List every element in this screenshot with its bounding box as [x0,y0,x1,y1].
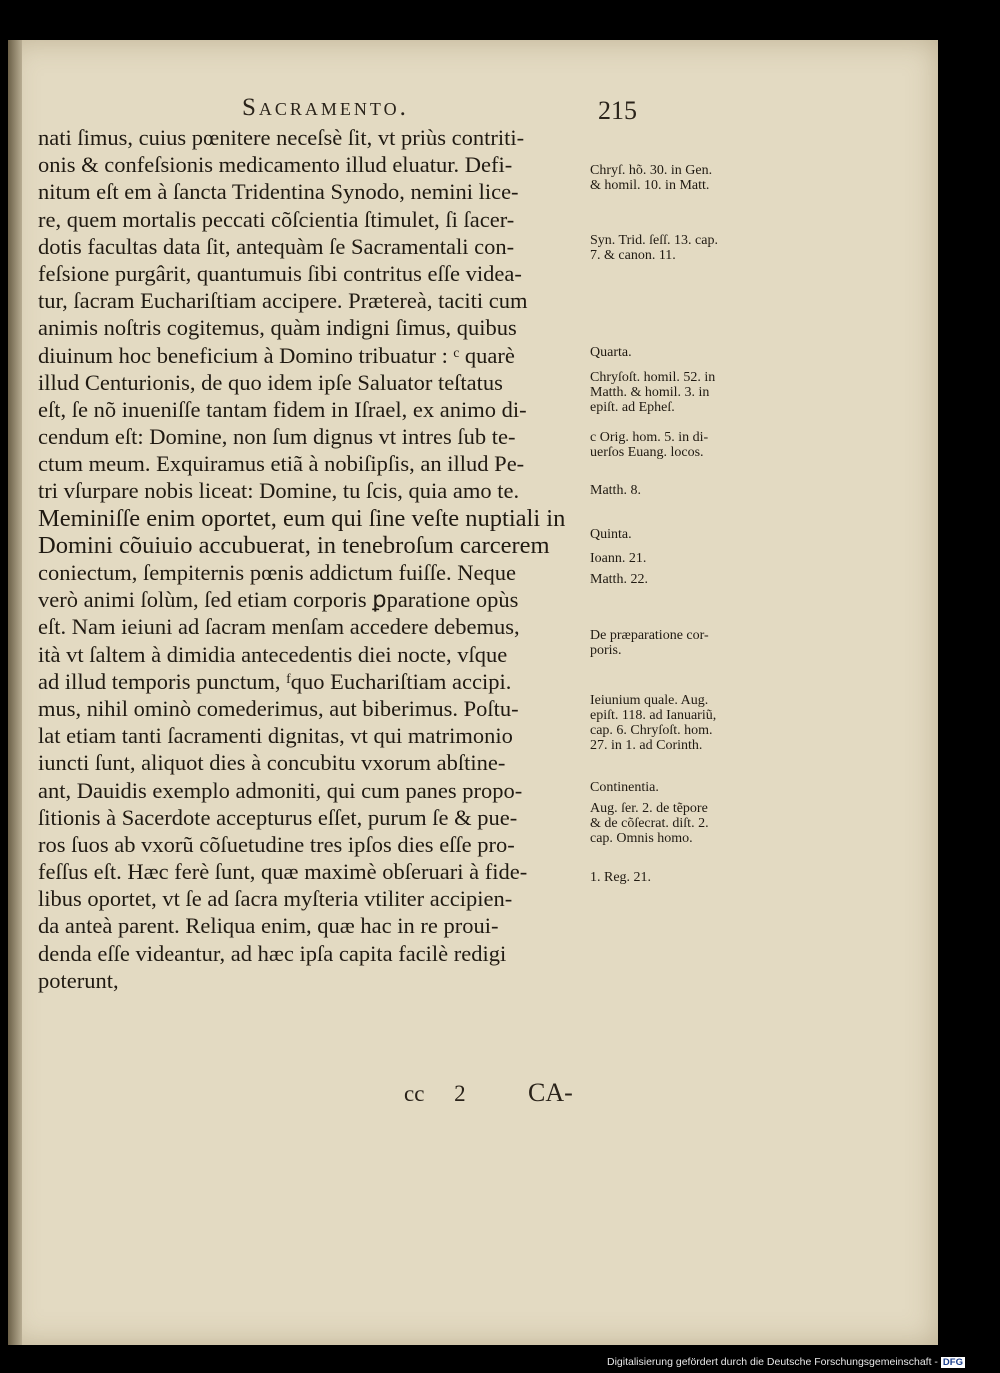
margin-note-line: Matth. 22. [590,572,648,587]
margin-note-line: epiſt. 118. ad Ianuariũ, [590,708,717,723]
text-line: cendum eſt: Domine, non ſum dignus vt intres ſub te- [38,424,516,450]
digitization-footer [607,1356,965,1368]
margin-note-line: Quarta. [590,345,632,360]
text-line: iuncti ſunt, aliquot dies à concubitu vxorum abſtine- [38,750,506,776]
margin-note [590,693,790,753]
text-line: mus, nihil ominò comederimus, aut biberimus. Poſtu- [38,695,519,721]
margin-note-line: Syn. Trid. ſeſſ. 13. cap. [590,233,718,248]
margin-note-line: Matth. 8. [590,483,641,498]
margin-note [590,163,790,193]
page-number: 215 [598,96,637,125]
page-edge [8,40,22,1345]
margin-note-line: Continentia. [590,780,659,795]
margin-note [590,430,790,460]
text-line: tur, ſacram Euchariſtiam accipere. Prætereà, taciti cum [38,288,528,314]
margin-note-line: poris. [590,643,622,658]
main-text-block [38,124,590,994]
margin-note [590,870,790,885]
margin-note-line: Ioann. 21. [590,551,647,566]
text-line: ad illud temporis punctum, ᶠquo Euchariſtiam accipi. [38,668,512,694]
text-line: denda eſſe videantur, ad hæc ipſa capita facilè redigi [38,940,507,966]
text-line: Domini cõuiuio accubuerat, in tenebroſum carcerem [38,531,550,559]
margin-note [590,572,790,587]
text-line: tri vſurpare nobis liceat: Domine, tu ſcis, quia amo te. [38,478,520,504]
margin-note-line: cap. Omnis homo. [590,831,693,846]
text-line: da anteà parent. Reliqua enim, quæ hac in re prouі- [38,913,499,939]
margin-note-line: Chryſ. hõ. 30. in Gen. [590,163,713,178]
text-line: nati ſimus, cuius pœnitere neceſsè ſit, vt priùs contriti- [38,125,525,150]
margin-note-line: Chryſoſt. homil. 52. in [590,370,716,385]
margin-note-line: De præparatione cor- [590,628,709,643]
footer-text: Digitalisierung gefördert durch die Deutsche Forschungsgemeinschaft - [607,1356,938,1368]
text-line: ſitionis à Sacerdote accepturus eſſet, purum ſe & pue- [38,804,518,830]
margin-note [590,233,790,263]
text-line: diuinum hoc beneficium à Domino tribuatur : ᶜ quarè [38,342,515,368]
text-line: feſsione purgârit, quantumuis ſibi contritus eſſe videa- [38,260,522,286]
margin-note-line: epiſt. ad Epheſ. [590,400,675,415]
catchword: CA- [528,1078,573,1107]
margin-note [590,780,790,795]
text-line: coniectum, ſempiternis pœnis addictum fuiſſe. Neque [38,560,517,585]
margin-note-line: 27. in 1. ad Corinth. [590,738,703,753]
margin-note-line: 7. & canon. 11. [590,248,676,263]
margin-note-line: & de cõſecrat. diſt. 2. [590,816,709,831]
text-line: dotis facultas data ſit, antequàm ſe Sacramentali con- [38,233,515,259]
margin-note-line: uerſos Euang. locos. [590,445,704,460]
margin-note-line: & homil. 10. in Matt. [590,178,710,193]
running-head: Sacramento. [242,94,409,121]
text-line: illud Centurionis, de quo idem ipſe Saluator teſtatus [38,369,503,395]
text-line: feſſus eſt. Hæc ferè ſunt, quæ maximè obſeruari à fide- [38,859,528,885]
margin-note [590,527,790,542]
margin-note [590,551,790,566]
margin-note-line: c Orig. hom. 5. in di- [590,430,709,445]
margin-note [590,370,790,415]
text-line: eſt, ſe nõ inueniſſe tantam fidem in Iſrael, ex animo di- [38,396,527,422]
margin-note-line: Aug. ſer. 2. de tẽpore [590,801,708,816]
margin-note [590,483,790,498]
text-line: libus oportet, vt ſe ad ſacra myſteria vtiliter accipien- [38,886,513,912]
text-line: verò animi ſolùm, ſed etiam corporis ꝑparatione opùs [38,587,519,613]
text-line: ros ſuos ab vxorũ cõſuetudine tres ipſos dies eſſe pro- [38,831,515,857]
margin-note [590,628,790,658]
text-line: re, quem mortalis peccati cõſcientia ſtimulet, ſi ſacer- [38,206,515,232]
text-line: eſt. Nam ieiuni ad ſacram menſam accedere debemus, [38,614,520,640]
margin-note-line: Matth. & homil. 3. in [590,385,710,400]
margin-note-line: Quinta. [590,527,632,542]
text-line: nitum eſt em à ſancta Tridentina Synodo, nemini lice- [38,179,519,205]
margin-note [590,345,790,360]
text-line: ctum meum. Exquiramus etiã à nobiſipſis, an illud Pe- [38,451,525,477]
text-line: animis noſtris cogitemus, quàm indigni ſimus, quibus [38,315,517,341]
text-line: ant, Dauidis exemplo admoniti, qui cum panes propo- [38,777,523,803]
text-line: poterunt, [38,967,119,993]
margin-note-line: Ieiunium quale. Aug. [590,693,709,708]
text-line: lat etiam tanti ſacramenti dignitas, vt qui matrimonio [38,723,513,749]
text-line: ità vt ſaltem à dimidia antecedentis diei nocte, vſque [38,641,508,667]
margin-note [590,801,790,846]
signature-mark: cc 2 [404,1081,466,1106]
margin-note-line: 1. Reg. 21. [590,870,652,885]
margin-note-line: cap. 6. Chryſoſt. hom. [590,723,713,738]
dfg-logo: DFG [942,1357,963,1368]
text-line: Meminiſſe enim oportet, eum qui ſine veſte nuptiali in [38,504,566,532]
text-line: onis & confeſsionis medicamento illud eluatur. Defi- [38,152,513,178]
